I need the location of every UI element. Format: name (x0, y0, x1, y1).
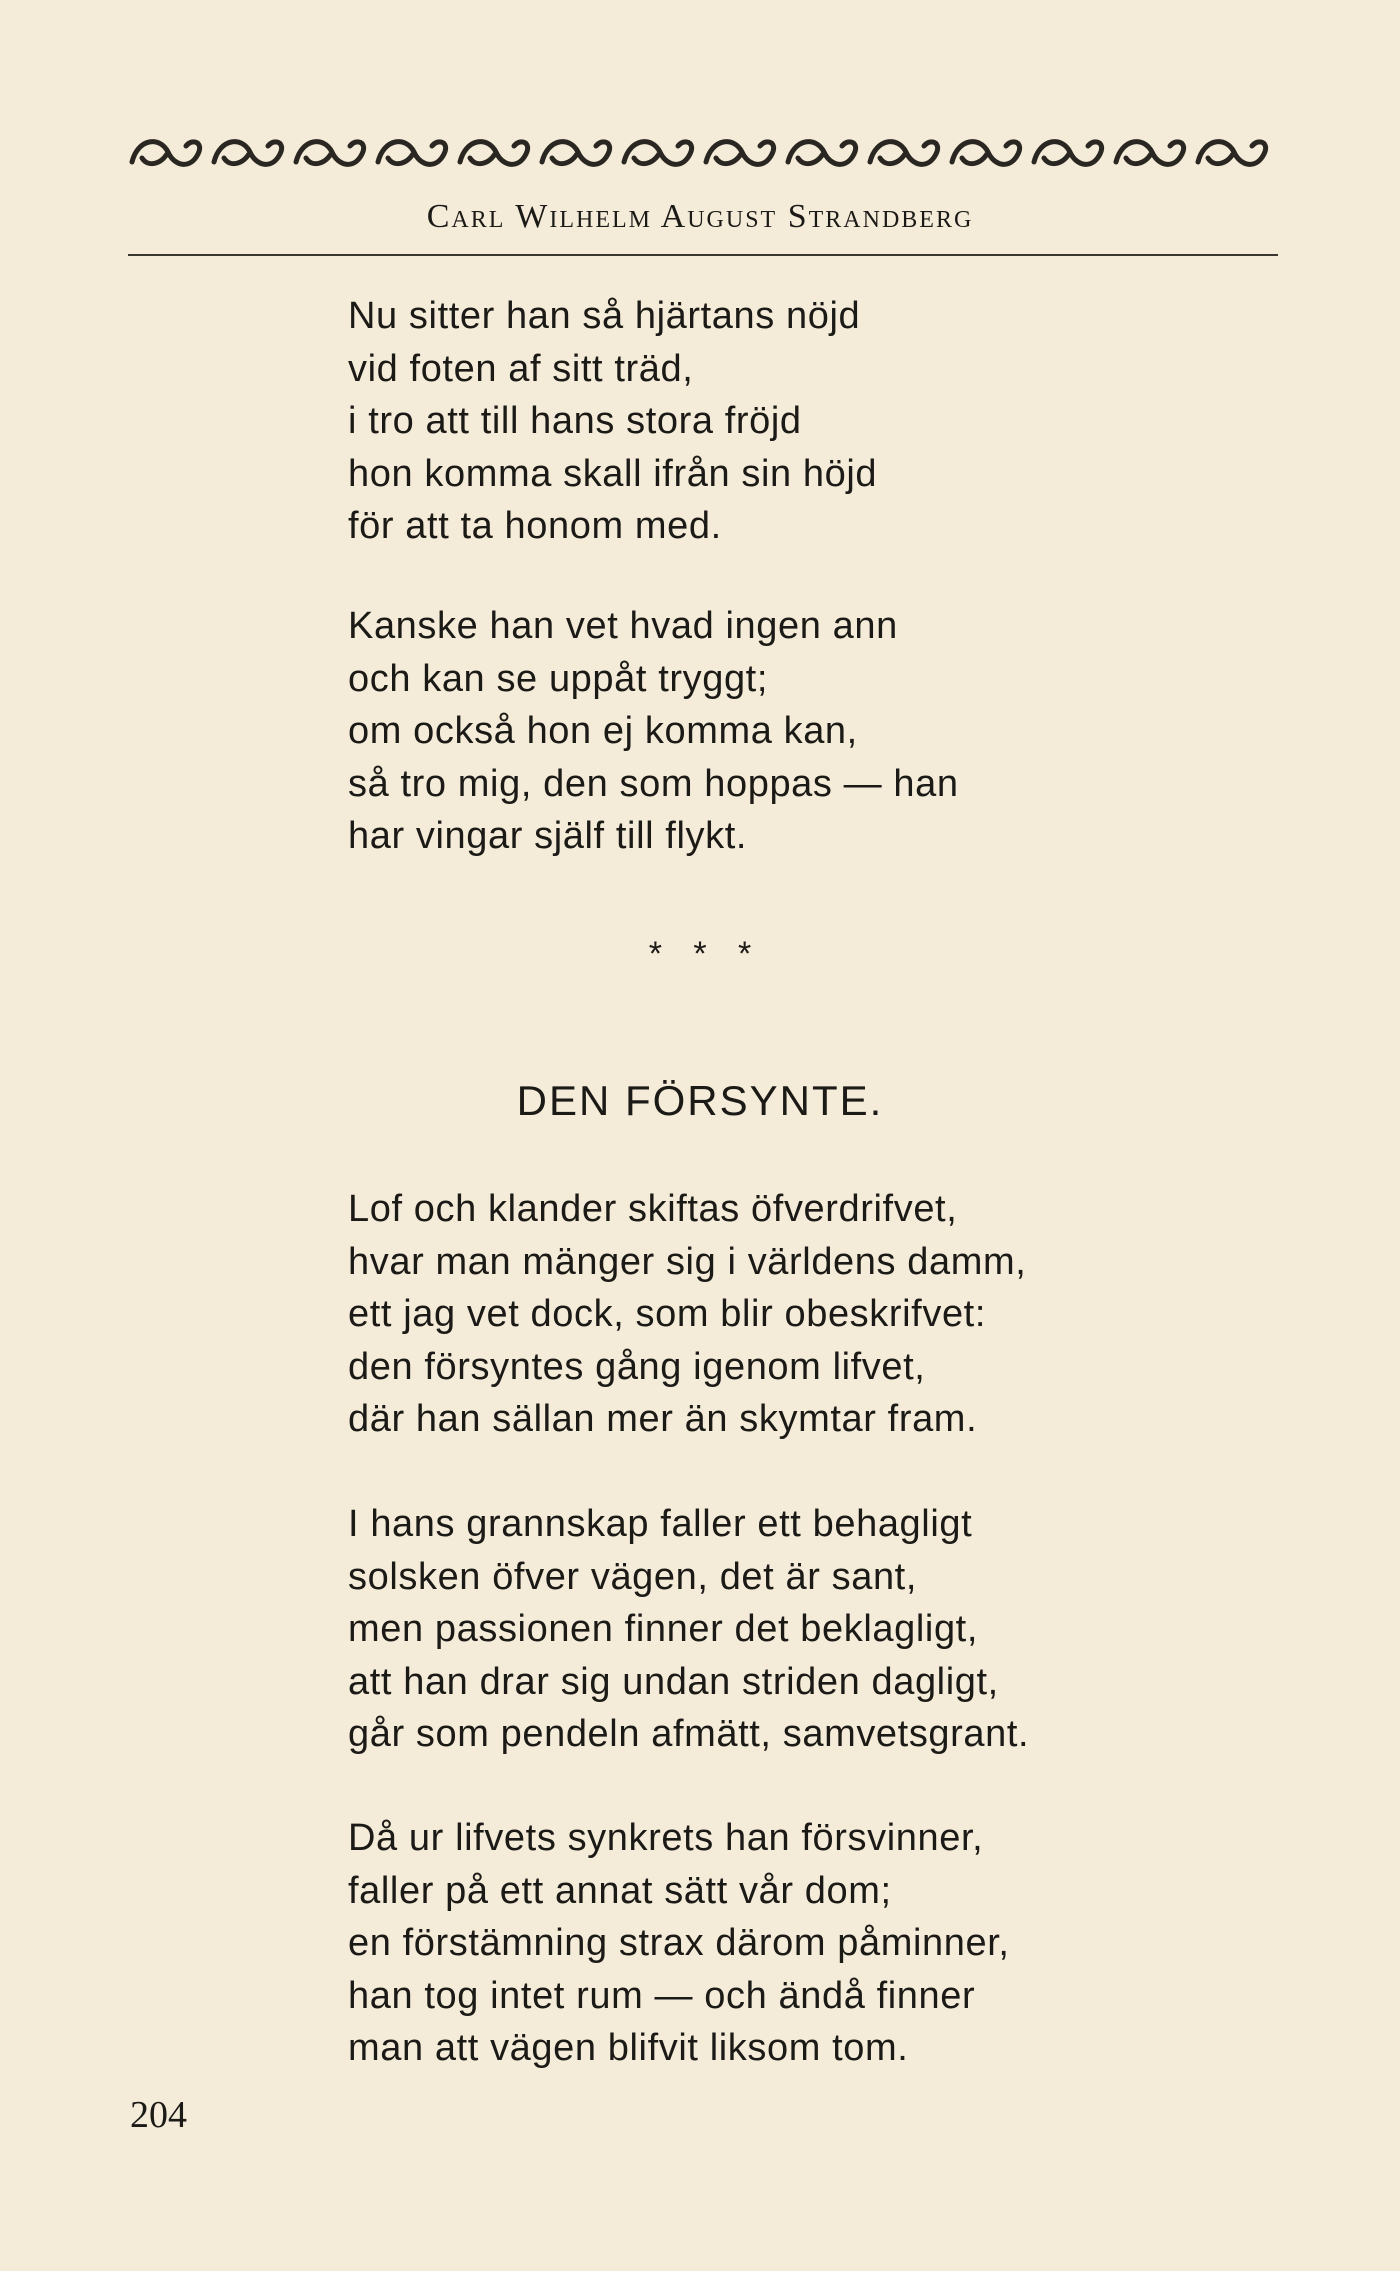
verse-line: en förstämning strax därom påminner, (348, 1922, 1010, 1964)
verse-line: Lof och klander skiftas öfverdrifvet, (348, 1188, 958, 1230)
verse-line: ett jag vet dock, som blir obeskrifvet: (348, 1293, 986, 1335)
verse-line: I hans grannskap faller ett behagligt (348, 1503, 973, 1545)
poem-title: DEN FÖRSYNTE. (516, 1077, 884, 1124)
verse-line: Nu sitter han så hjärtans nöjd (348, 295, 861, 337)
running-head: Carl Wilhelm August Strandberg (426, 198, 974, 235)
poem2-stanza-2 (348, 1498, 1248, 1761)
verse-line: för att ta honom med. (348, 505, 722, 547)
poem1-stanza-1 (348, 290, 1248, 553)
decorative-scroll-band-icon (128, 132, 1278, 176)
verse-line: Då ur lifvets synkrets han försvinner, (348, 1817, 984, 1859)
verse-line: faller på ett annat sätt vår dom; (348, 1869, 892, 1912)
verse-line: i tro att till hans stora fröjd (348, 400, 802, 442)
verse-line: man att vägen blifvit liksom tom. (348, 2027, 909, 2069)
verse-line: om också hon ej komma kan, (348, 710, 858, 752)
poem2-stanza-1 (348, 1183, 1248, 1446)
verse-line: solsken öfver vägen, det är sant, (348, 1555, 917, 1598)
verse-line: den försyntes gång igenom lifvet, (348, 1345, 926, 1388)
verse-line: vid foten af sitt träd, (348, 347, 694, 390)
verse-line: där han sällan mer än skymtar fram. (348, 1398, 978, 1440)
verse-line: han tog intet rum — och ändå finner (348, 1974, 976, 2017)
verse-line: men passionen finner det beklagligt, (348, 1608, 978, 1650)
verse-line: så tro mig, den som hoppas — han (348, 762, 959, 805)
verse-line: och kan se uppåt tryggt; (348, 657, 768, 700)
verse-line: hvar man mänger sig i världens damm, (348, 1240, 1027, 1283)
verse-line: har vingar själf till flykt. (348, 815, 748, 857)
verse-line: går som pendeln afmätt, samvetsgrant. (348, 1713, 1030, 1755)
poem1-stanza-2 (348, 600, 1248, 863)
verse-line: hon komma skall ifrån sin höjd (348, 452, 878, 495)
section-divider: * * * (648, 935, 752, 973)
poem2-stanza-3 (348, 1812, 1248, 2075)
header-rule (128, 254, 1278, 256)
verse-line: Kanske han vet hvad ingen ann (348, 605, 898, 647)
verse-line: att han drar sig undan striden dagligt, (348, 1660, 999, 1703)
page-number: 204 (130, 2094, 187, 2136)
